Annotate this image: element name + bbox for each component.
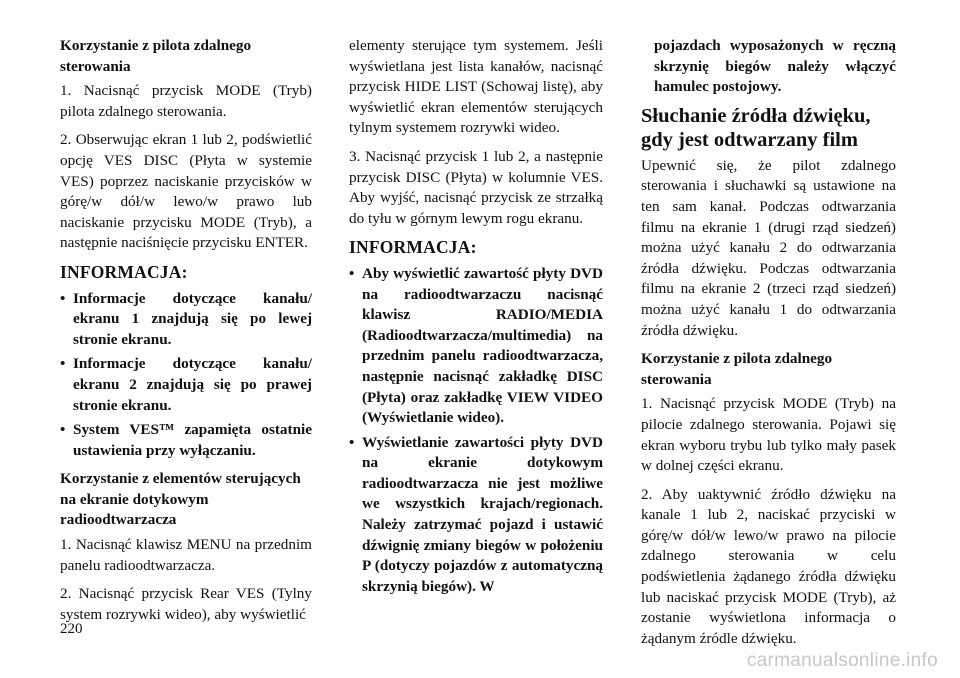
column-middle	[349, 36, 603, 605]
watermark: carmanualsonline.info	[746, 650, 938, 671]
step-3: 3. Nacisnąć przycisk 1 lub 2, a następnie przycisk DISC (Płyta) w kolumnie VES. Aby wyjść, nacisnąć przycisk ze strzałką do tyłu w górnym lewym rogu ekranu.	[349, 147, 603, 227]
section-title: Słuchanie źródła dźwięku, gdy jest odtwarzany film	[641, 104, 871, 151]
info-notes	[349, 264, 603, 598]
note-item: • Informacje dotyczące kanału/ ekranu 1 znajdują się po lewej stronie ekranu.	[60, 289, 312, 351]
info-notes	[60, 289, 312, 462]
intro-paragraph: Upewnić się, że pilot zdalnego sterowania i słuchawki są ustawione na ten sam kanał. Podczas odtwarzania filmu na ekranie 1 (drugi rząd siedzeń) można użyć kanału 2 do odtwarzania źródła dźwięku. Podczas odtwarzania filmu na ekranie 2 (trzeci rząd siedzeń) można użyć kanału 1 do odtwarzania źródła dźwięku.	[641, 156, 896, 339]
info-heading: INFORMACJA:	[349, 237, 477, 258]
continued-paragraph: elementy sterujące tym systemem. Jeśli wyświetlana jest lista kanałów, nacisnąć przycisk HIDE LIST (Schowaj listę), aby wyświetlić ekran elementów sterujących tylnym systemem rozrywki wideo.	[349, 37, 603, 137]
note-item: • Aby wyświetlić zawartość płyty DVD na radioodtwarzaczu nacisnąć klawisz RADIO/MEDIA (Radioodtwarzacza/multimedia) na przednim panelu radioodtwarzacza, następnie nacisnąć zakładkę DISC (Płyta) oraz zakładkę VIEW VIDEO (Wyświetlanie wideo).	[349, 264, 603, 429]
step-1: 1. Nacisnąć przycisk MODE (Tryb) pilota zdalnego sterowania.	[60, 82, 312, 120]
step-2: 2. Obserwując ekran 1 lub 2, podświetlić opcję VES DISC (Płyta w systemie VES) poprzez naciskanie przycisków w górę/w dół/w lewo/w prawo lub naciskanie przycisku MODE (Tryb), a następnie naciśnięcie przycisku ENTER.	[60, 131, 312, 252]
column-right	[641, 36, 896, 657]
note-item: • Wyświetlanie zawartości płyty DVD na ekranie dotykowym radioodtwarzacza nie jest możliwe we wszystkich krajach/regionach. Należy zatrzymać pojazd i ustawić dźwignię zmiany biegów w położeniu P (dotyczy pojazdów z automatyczną skrzynią biegów). W	[349, 433, 603, 598]
info-heading: INFORMACJA:	[60, 261, 188, 282]
touch-step-2: 2. Nacisnąć przycisk Rear VES (Tylny system rozrywki wideo), aby wyświetlić	[60, 585, 312, 623]
subheading-remote-control: Korzystanie z pilota zdalnego sterowania	[641, 350, 833, 388]
step-2: 2. Aby uaktywnić źródło dźwięku na kanale 1 lub 2, naciskać przyciski w górę/w dół/w lewo/w prawo na pilocie zdalnego sterowania w celu podświetlenia żądanego źródła dźwięku lub naciskać przycisk MODE (Tryb), aż zostanie wyświetlona informacja o żądanym źródle dźwięku.	[641, 485, 896, 647]
subheading-touchscreen: Korzystanie z elementów sterujących na ekranie dotykowym radioodtwarzacza	[60, 470, 301, 529]
page-number: 220	[60, 621, 83, 637]
continued-note: pojazdach wyposażonych w ręczną skrzynię biegów należy włączyć hamulec postojowy.	[654, 37, 896, 96]
subheading-remote-control: Korzystanie z pilota zdalnego sterowania	[60, 37, 252, 75]
note-item: • Informacje dotyczące kanału/ ekranu 2 znajdują się po prawej stronie ekranu.	[60, 354, 312, 416]
step-1: 1. Nacisnąć przycisk MODE (Tryb) na pilocie zdalnego sterowania. Pojawi się ekran wyboru trybu lub tylko mały pasek w dolnej części ekranu.	[641, 395, 896, 475]
note-item: • System VES™ zapamięta ostatnie ustawienia przy wyłączaniu.	[60, 420, 312, 461]
touch-step-1: 1. Nacisnąć klawisz MENU na przednim panelu radioodtwarzacza.	[60, 536, 312, 574]
column-left	[60, 36, 312, 633]
